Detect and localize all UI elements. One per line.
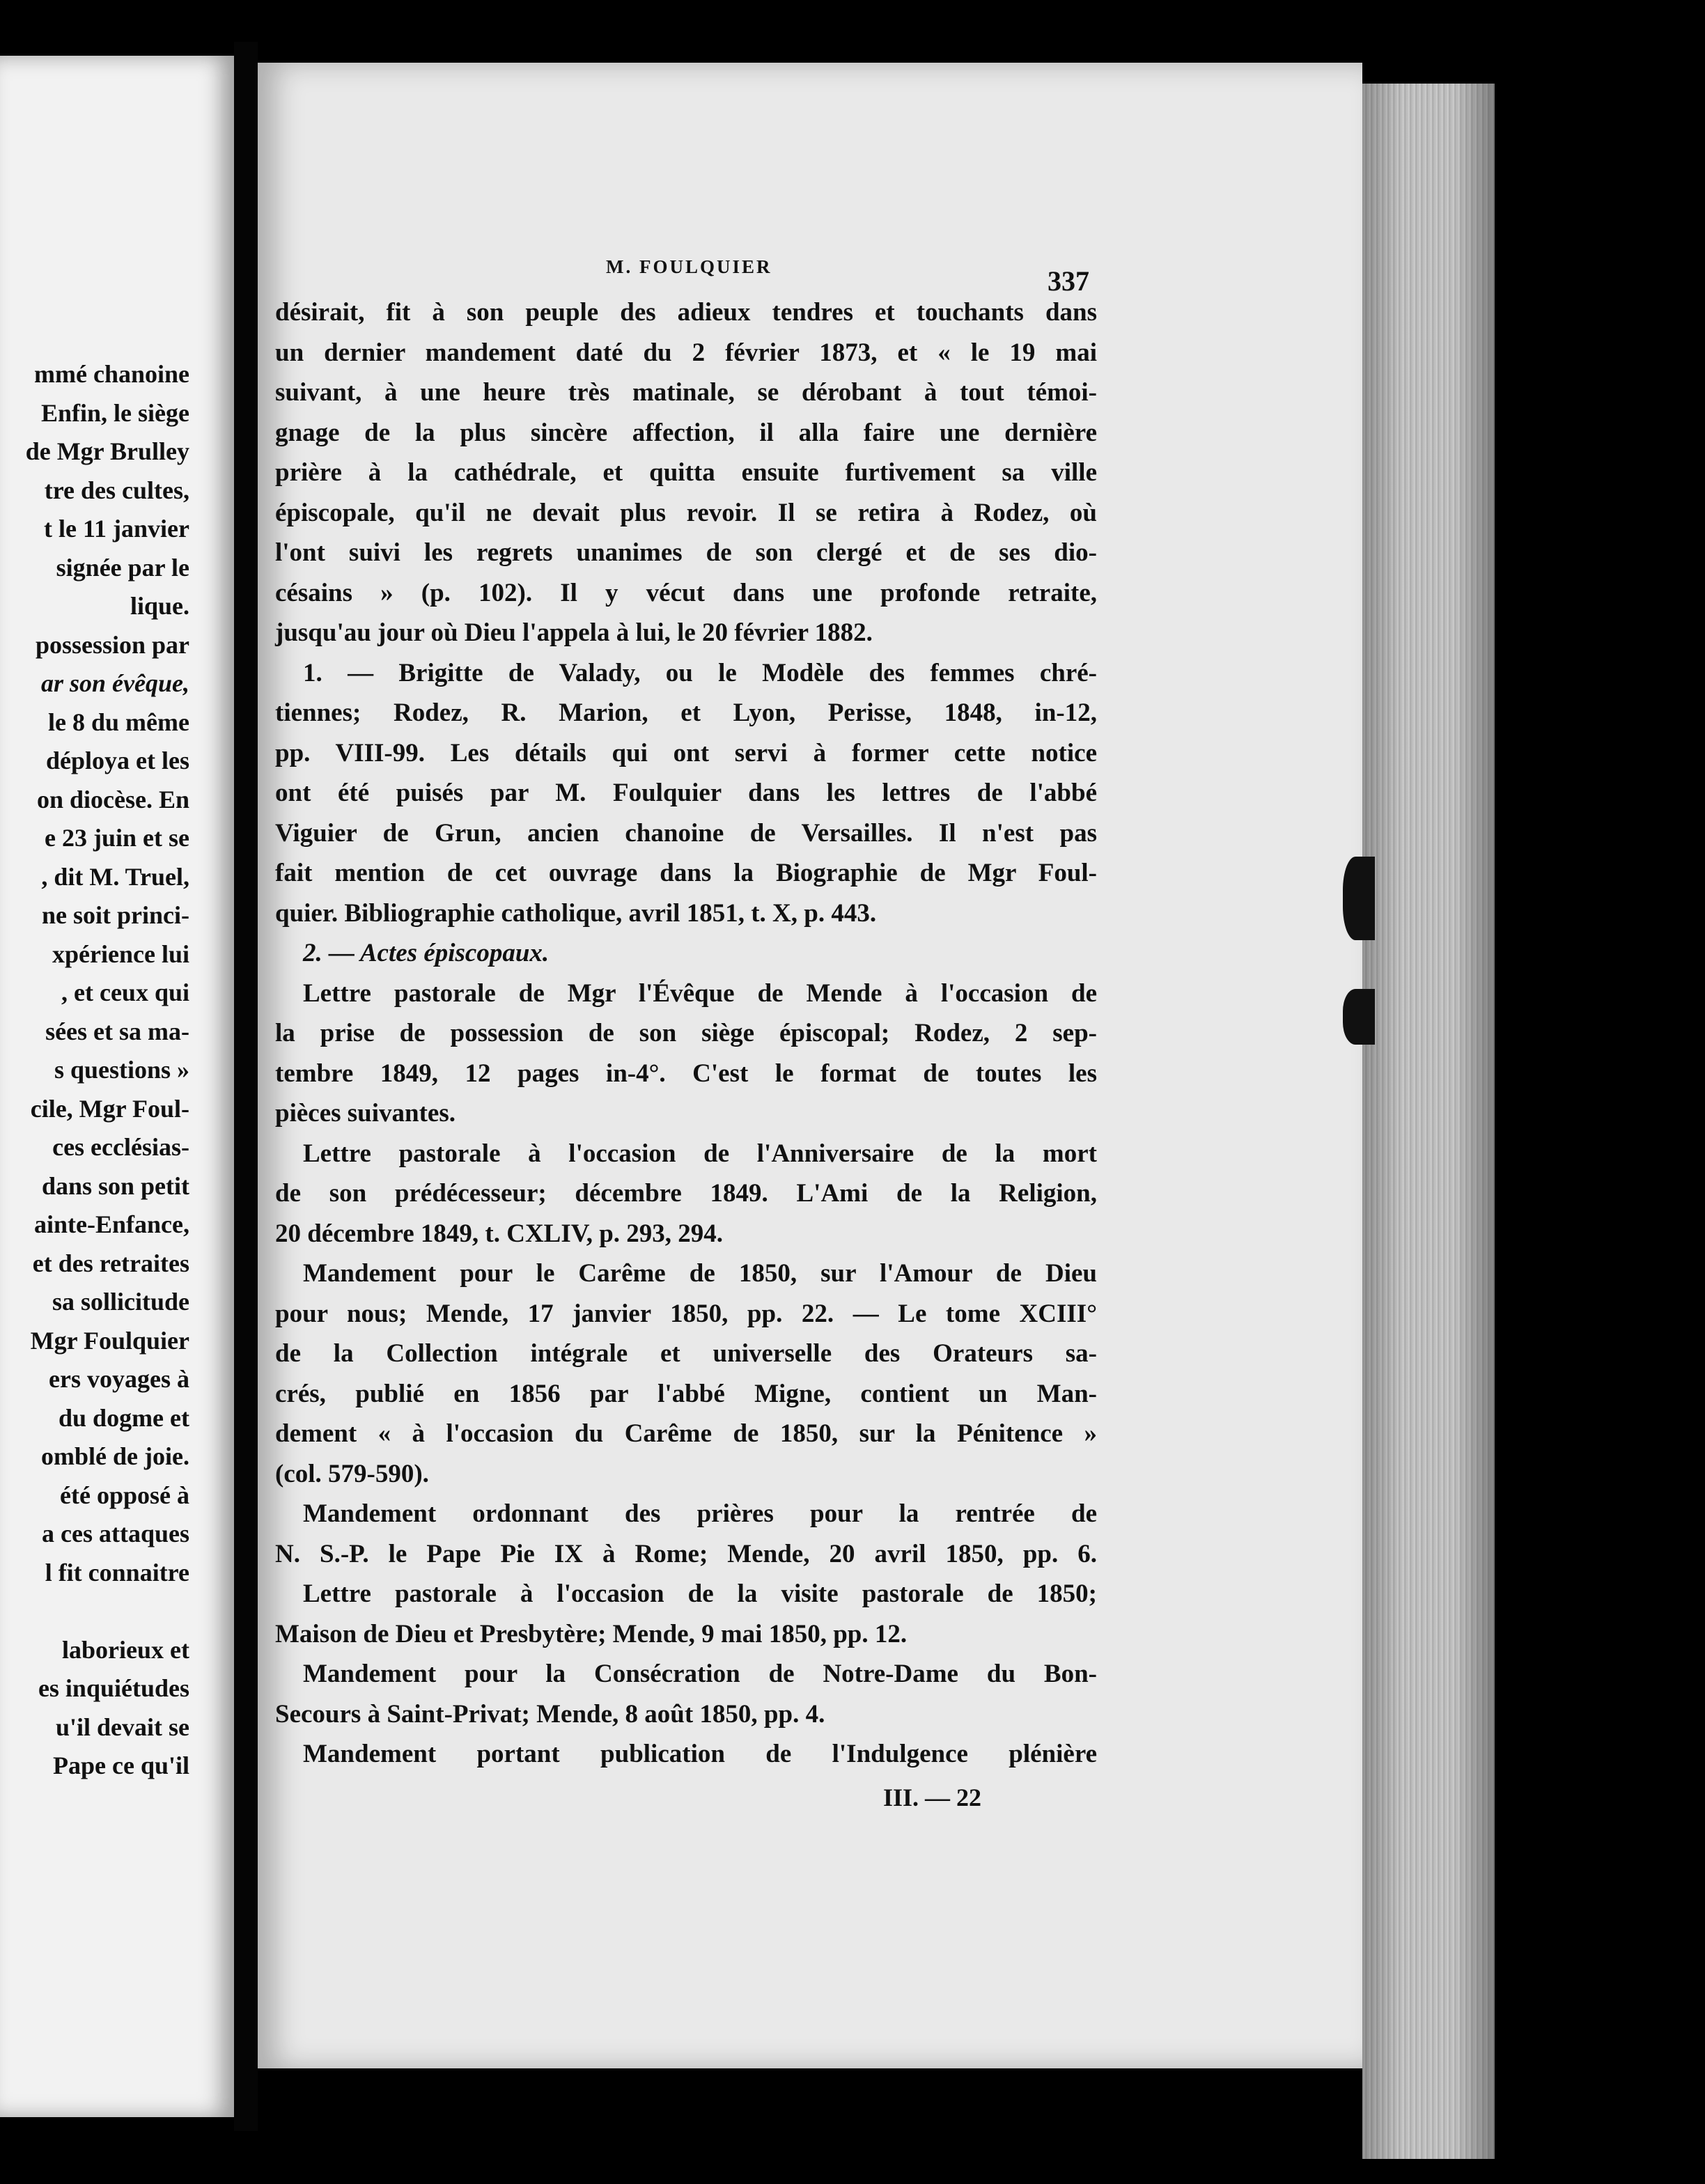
left-line: et des retraites: [32, 1249, 189, 1277]
left-line: a ces attaques: [42, 1520, 189, 1547]
footnote-line: Viguier de Grun, ancien chanoine de Versailles. Il n'est pas: [275, 818, 1097, 848]
text-line: Mandement portant publication de l'Indulgence plénière: [303, 1740, 1097, 1768]
text-line: de la Collection intégrale et universelle des Orateurs sa-: [275, 1339, 1097, 1368]
left-line: Enfin, le siège: [41, 398, 189, 427]
page-tab-mark: [1343, 857, 1375, 940]
text-line: de son prédécesseur; décembre 1849. L'Ami de la Religion,: [275, 1179, 1097, 1208]
left-line: , dit M. Truel,: [41, 862, 189, 891]
page-tab-mark: [1343, 989, 1375, 1045]
text-line: l'ont suivi les regrets unanimes de son clergé et de ses dio-: [275, 538, 1097, 567]
left-line: t le 11 janvier: [44, 515, 189, 543]
text-line: gnage de la plus sincère affection, il alla faire une dernière: [275, 418, 1097, 447]
left-line: ne soit princi-: [42, 901, 189, 929]
text-line: césains » (p. 102). Il y vécut dans une profonde retraite,: [275, 578, 1097, 607]
left-line: lique.: [130, 592, 189, 620]
left-line: ers voyages à: [49, 1365, 189, 1393]
text-line: un dernier mandement daté du 2 février 1873, et « le 19 mai: [275, 338, 1097, 367]
left-line: ainte-Enfance,: [34, 1210, 189, 1238]
left-line: sa sollicitude: [52, 1288, 189, 1316]
text-line: dement « à l'occasion du Carême de 1850, sur la Pénitence »: [275, 1419, 1097, 1448]
footnote-line: fait mention de cet ouvrage dans la Biographie de Mgr Foul-: [275, 859, 1097, 887]
left-line: e 23 juin et se: [45, 824, 189, 852]
text-line: N. S.-P. le Pape Pie IX à Rome; Mende, 20 avril 1850, pp. 6.: [275, 1539, 1097, 1568]
footnote-line: tiennes; Rodez, R. Marion, et Lyon, Perisse, 1848, in-12,: [275, 699, 1097, 727]
left-line: Pape ce qu'il: [53, 1752, 189, 1779]
left-page-text: [0, 355, 189, 1786]
left-line: s questions »: [54, 1056, 189, 1084]
left-line: , et ceux qui: [61, 978, 189, 1006]
left-line: es inquiétudes: [38, 1674, 189, 1702]
left-line: possession par: [35, 630, 189, 659]
left-line: le 8 du même: [48, 708, 189, 736]
footnote-line: quier. Bibliographie catholique, avril 1851, t. X, p. 443.: [275, 898, 877, 928]
left-line: ar son évêque,: [41, 669, 189, 697]
left-line: dans son petit: [41, 1171, 189, 1200]
text-line: épiscopale, qu'il ne devait plus revoir. Il se retira à Rodez, où: [275, 498, 1097, 527]
text-line: Lettre pastorale de Mgr l'Évêque de Mende à l'occasion de: [303, 978, 1097, 1008]
left-line: tre des cultes,: [44, 476, 189, 504]
left-line: [0, 1592, 189, 1631]
text-line: désirait, fit à son peuple des adieux tendres et touchants dans: [275, 298, 1097, 327]
left-line: mmé chanoine: [34, 360, 189, 388]
left-line: laborieux et: [62, 1635, 189, 1664]
text-line: pour nous; Mende, 17 janvier 1850, pp. 22. — Le tome XCIII°: [275, 1299, 1097, 1328]
text-line: Mandement ordonnant des prières pour la rentrée de: [303, 1499, 1097, 1528]
text-line: 20 décembre 1849, t. CXLIV, p. 293, 294.: [275, 1219, 724, 1248]
left-line: déploya et les: [46, 747, 189, 774]
text-line: suivant, à une heure très matinale, se dérobant à tout témoi-: [275, 378, 1097, 407]
footnote-line: pp. VIII-99. Les détails qui ont servi à former cette notice: [275, 738, 1097, 767]
text-line: Maison de Dieu et Presbytère; Mende, 9 mai 1850, pp. 12.: [275, 1619, 908, 1648]
left-line: on diocèse. En: [36, 785, 189, 813]
left-line: ces ecclésias-: [52, 1133, 189, 1161]
book-gutter: [234, 42, 258, 2131]
left-page: [0, 56, 234, 2117]
left-line: signée par le: [56, 553, 189, 582]
left-line: u'il devait se: [55, 1713, 189, 1741]
text-line: tembre 1849, 12 pages in-4°. C'est le format de toutes les: [275, 1059, 1097, 1088]
text-line: crés, publié en 1856 par l'abbé Migne, contient un Man-: [275, 1379, 1097, 1408]
running-head: M. FOULQUIER: [606, 256, 772, 277]
footnote-line: 1. — Brigitte de Valady, ou le Modèle des femmes chré-: [303, 658, 1097, 687]
left-line: xpérience lui: [52, 939, 189, 968]
right-page-text: [275, 292, 1097, 1774]
text-line: la prise de possession de son siège épiscopal; Rodez, 2 sep-: [275, 1019, 1097, 1047]
left-line: cile, Mgr Foul-: [30, 1094, 189, 1123]
signature-mark: III. — 22: [883, 1784, 982, 1811]
section-heading: 2. — Actes épiscopaux.: [303, 939, 550, 967]
text-line: Lettre pastorale à l'occasion de l'Anniversaire de la mort: [303, 1139, 1097, 1168]
left-line: sées et sa ma-: [45, 1017, 189, 1045]
text-line: Mandement pour le Carême de 1850, sur l'Amour de Dieu: [303, 1259, 1097, 1288]
text-line: (col. 579-590).: [275, 1459, 429, 1488]
text-line: jusqu'au jour où Dieu l'appela à lui, le 20 février 1882.: [275, 618, 873, 647]
page-number: 337: [1048, 265, 1089, 297]
left-line: du dogme et: [59, 1403, 189, 1432]
text-line: prière à la cathédrale, et quitta ensuite furtivement sa ville: [275, 458, 1097, 487]
left-line: l fit connaitre: [45, 1558, 189, 1586]
footnote-line: ont été puisés par M. Foulquier dans les lettres de l'abbé: [275, 779, 1097, 807]
left-line: été opposé à: [60, 1481, 189, 1509]
left-line: Mgr Foulquier: [30, 1326, 189, 1355]
text-line: Lettre pastorale à l'occasion de la visite pastorale de 1850;: [303, 1580, 1097, 1608]
text-line: pièces suivantes.: [275, 1099, 456, 1128]
text-line: Mandement pour la Consécration de Notre-Dame du Bon-: [303, 1660, 1097, 1688]
left-line: omblé de joie.: [41, 1442, 189, 1470]
page-edges-shade: [1362, 84, 1495, 2159]
text-line: Secours à Saint-Privat; Mende, 8 août 1850, pp. 4.: [275, 1699, 825, 1729]
left-line: de Mgr Brulley: [25, 437, 189, 465]
